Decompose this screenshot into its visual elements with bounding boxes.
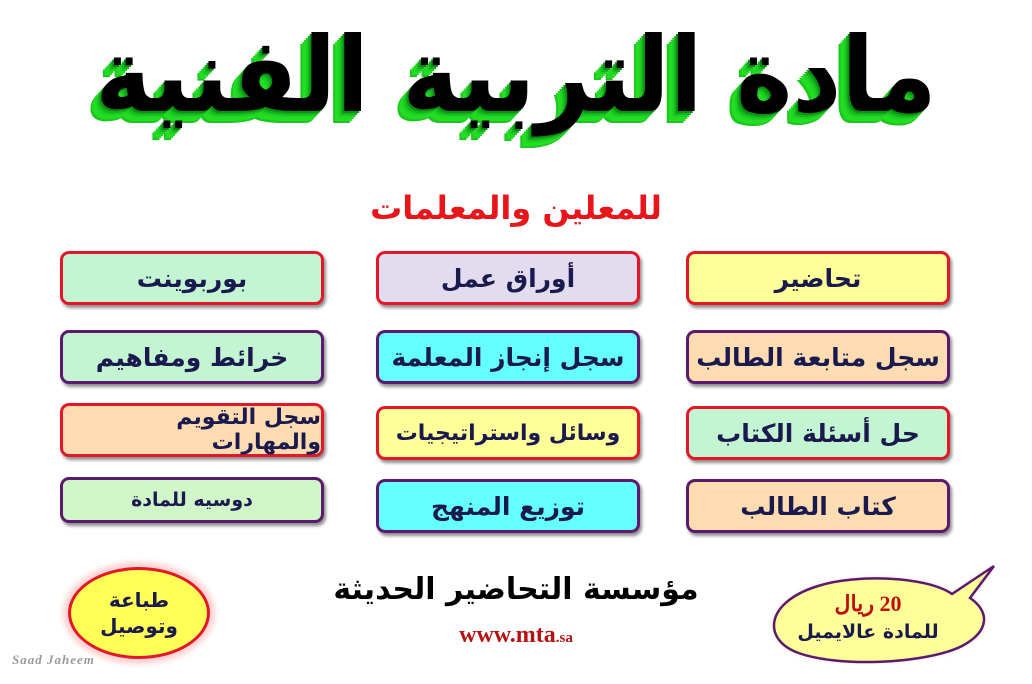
- price-value: 20 ريال: [834, 591, 902, 616]
- teacher-achievement-record-button[interactable]: سجل إنجاز المعلمة: [376, 330, 640, 384]
- price-callout: [778, 585, 958, 651]
- website-suffix: .sa: [555, 630, 573, 646]
- maps-concepts-button[interactable]: خرائط ومفاهيم: [60, 330, 324, 384]
- print-label: طباعة: [108, 588, 170, 612]
- page-subtitle: للمعلين والمعلمات: [370, 189, 662, 227]
- designer-signature: Saad Jaheem: [12, 652, 95, 667]
- page-title: مادة التربية الفنية: [95, 14, 937, 136]
- aids-strategies-button[interactable]: وسائل واستراتيجيات: [376, 406, 640, 460]
- print-delivery-badge: [68, 567, 210, 659]
- student-book-button[interactable]: كتاب الطالب: [686, 479, 950, 533]
- curriculum-distribution-button[interactable]: توزيع المنهج: [376, 479, 640, 533]
- worksheets-button[interactable]: أوراق عمل: [376, 251, 640, 305]
- subject-dossier-button[interactable]: دوسيه للمادة: [60, 477, 324, 523]
- powerpoint-button[interactable]: بوربوينت: [60, 251, 324, 305]
- book-answers-button[interactable]: حل أسئلة الكتاب: [686, 406, 950, 460]
- organization-name: مؤسسة التحاضير الحديثة: [333, 572, 699, 607]
- delivery-label: وتوصيل: [100, 614, 178, 638]
- website-link[interactable]: [400, 620, 632, 650]
- website-domain: www.mta: [459, 622, 556, 648]
- price-label: للمادة عالايميل: [797, 621, 939, 643]
- student-tracking-record-button[interactable]: سجل متابعة الطالب: [686, 330, 950, 384]
- tahdir-button[interactable]: تحاضير: [686, 251, 950, 305]
- evaluation-skills-record-button[interactable]: سجل التقويم والمهارات: [60, 403, 324, 457]
